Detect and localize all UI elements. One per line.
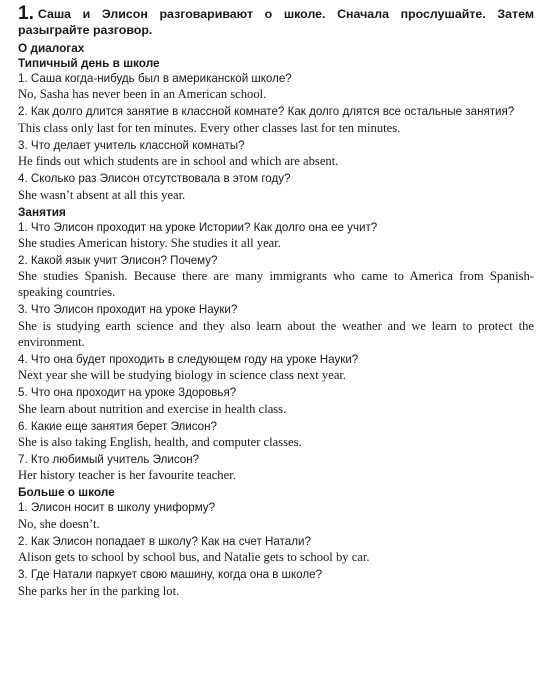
question: 4. Что она будет проходить в следующем году на уроке Науки? <box>18 352 359 366</box>
qa-item <box>18 220 534 251</box>
qa-item <box>18 500 534 531</box>
section-title: О диалогах <box>18 41 85 55</box>
answer: Next year she will be studying biology in science class next year. <box>18 368 347 383</box>
answer: He finds out which students are in school and which are absent. <box>18 154 339 169</box>
qa-item <box>18 302 534 349</box>
question: 3. Что Элисон проходит на уроке Науки? <box>18 303 238 317</box>
qa-item <box>18 104 534 135</box>
answer: Her history teacher is her favourite teacher. <box>18 468 236 483</box>
answer: She wasn’t absent at all this year. <box>18 187 186 202</box>
qa-item <box>18 385 534 416</box>
answer: She studies Spanish. Because there are many immigrants who came to America from Spanish-speaking countries. <box>18 269 534 300</box>
group-title: Типичный день в школе <box>18 56 160 70</box>
answer: She is studying earth science and they also learn about the weather and we learn to protect the environment. <box>18 318 534 349</box>
task-instruction: Саша и Элисон разговаривают о школе. Сначала прослушайте. Затем разыграйте разговор. <box>18 7 534 37</box>
qa-item <box>18 253 534 300</box>
group-title: Занятия <box>18 204 66 219</box>
answer: Alison gets to school by school bus, and Natalie gets to school by car. <box>18 550 370 565</box>
group-more-about-school <box>18 485 534 598</box>
question: 3. Что делает учитель классной комнаты? <box>18 138 245 152</box>
task-number: 1. <box>18 3 34 24</box>
question: 2. Как Элисон попадает в школу? Как на счет Натали? <box>18 534 311 548</box>
question: 1. Саша когда-нибудь был в американской школе? <box>18 72 292 85</box>
question: 5. Что она проходит на уроке Здоровья? <box>18 386 237 400</box>
group-title: Больше о школе <box>18 485 115 500</box>
question: 7. Кто любимый учитель Элисон? <box>18 453 200 467</box>
qa-item <box>18 452 534 483</box>
question: 3. Где Натали паркует свою машину, когда она в школе? <box>18 568 323 582</box>
answer: No, she doesn’t. <box>18 516 100 531</box>
qa-item <box>18 352 534 383</box>
qa-item <box>18 71 534 102</box>
qa-item <box>18 138 534 169</box>
question: 1. Элисон носит в школу униформу? <box>18 501 216 515</box>
answer: This class only last for ten minutes. Every other classes last for ten minutes. <box>18 120 401 135</box>
task-heading <box>18 3 534 38</box>
question: 4. Сколько раз Элисон отсутствовала в этом году? <box>18 172 291 186</box>
qa-item <box>18 419 534 450</box>
qa-item <box>18 534 534 565</box>
question: 6. Какие еще занятия берет Элисон? <box>18 419 217 433</box>
question: 2. Какой язык учит Элисон? Почему? <box>18 254 218 268</box>
answer: She studies American history. She studies it all year. <box>18 236 281 251</box>
answer: She is also taking English, health, and computer classes. <box>18 435 302 450</box>
qa-item <box>18 567 534 598</box>
question: 2. Как долго длится занятие в классной комнате? Как долго длятся все остальные занятия? <box>18 105 515 119</box>
answer: No, Sasha has never been in an American school. <box>18 87 267 102</box>
answer: She learn about nutrition and exercise in health class. <box>18 401 287 416</box>
group-classes <box>18 205 534 484</box>
qa-item <box>18 171 534 202</box>
answer: She parks her in the parking lot. <box>18 583 180 598</box>
group-typical-day <box>18 56 534 203</box>
question: 1. Что Элисон проходит на уроке Истории? Как долго она ее учит? <box>18 220 378 234</box>
